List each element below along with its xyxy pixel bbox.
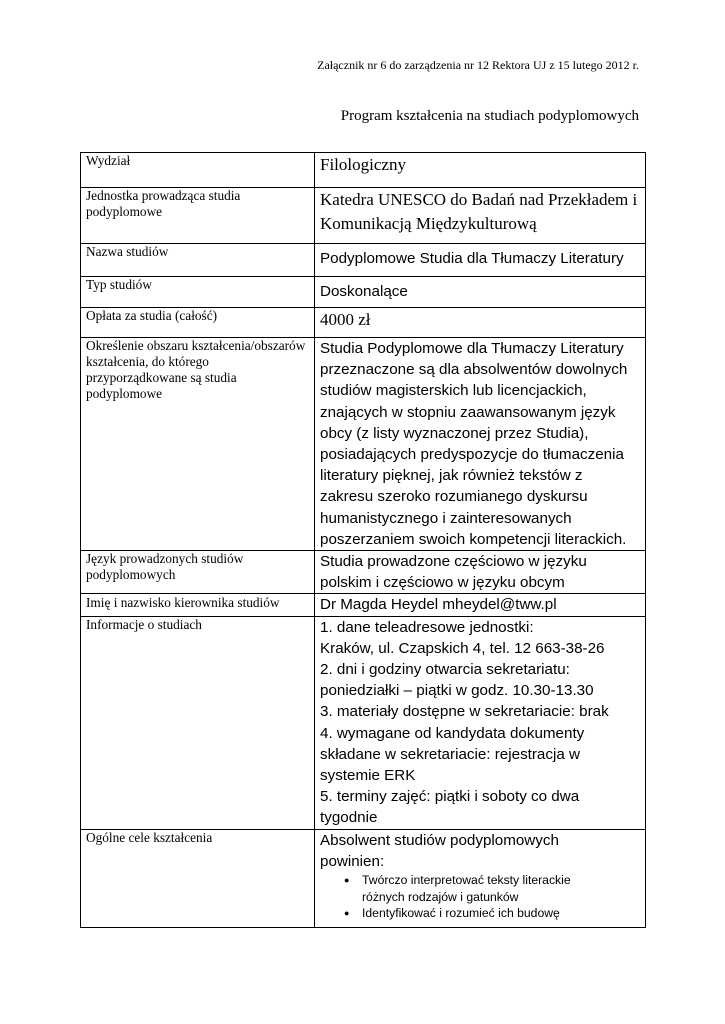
value-typ: Doskonalące [315,277,646,308]
value-line: systemie ERK [320,767,416,785]
value-line: posiadających predyspozycje do tłumaczenia [320,446,624,464]
value-line: Studia prowadzone częściowo w języku [320,553,587,571]
value-line: Komunikacją Międzykulturową [320,214,537,233]
row-oplata [81,308,646,338]
value-line: przeznaczone są dla absolwentów dowolnych [320,361,628,379]
value-line: Absolwent studiów podyplomowych [320,831,559,849]
value-line: literatury pięknej, jak również tekstów z [320,467,583,485]
value-jezyk [315,551,646,594]
value-line: studiów magisterskich lub licencjackich, [320,382,587,400]
list-item-line: Identyfikować i rozumieć ich budowę [362,906,560,921]
row-cele [81,829,646,927]
value-line: powinien: [320,852,385,870]
value-line: 3. materiały dostępne w sekretariacie: brak [320,703,609,721]
label-jezyk: Język prowadzonych studiów podyplomowych [81,551,315,594]
label-typ: Typ studiów [81,277,315,308]
row-kierownik [81,594,646,616]
value-line: Studia Podyplomowe dla Tłumaczy Literatury [320,340,624,357]
label-oplata: Opłata za studia (całość) [81,308,315,338]
value-line: 1. dane teleadresowe jednostki: [320,618,534,636]
value-line: Kraków, ul. Czapskich 4, tel. 12 663-38-26 [320,639,605,657]
label-jednostka: Jednostka prowadząca studia podyplomowe [81,188,315,244]
label-obszar: Określenie obszaru kształcenia/obszarów kształcenia, do którego przyporządkowane są studia podyplomowe [81,338,315,551]
value-line: 4. wymagane od kandydata dokumenty [320,724,585,742]
value-line: znających w stopniu zaawansowanym język [320,403,616,421]
label-wydzial: Wydział [81,153,315,188]
list-item [344,905,642,922]
value-line: obcy (z listy wyznaczonej przez Studia), [320,424,589,442]
list-item-line: różnych rodzajów i gatunków [362,889,519,904]
label-informacje: Informacje o studiach [81,616,315,829]
value-cele [315,829,646,927]
row-typ [81,277,646,308]
row-jezyk [81,551,646,594]
value-kierownik: Dr Magda Heydel mheydel@tww.pl [315,594,646,616]
bullet-icon: ● [344,908,350,919]
label-nazwa: Nazwa studiów [81,244,315,277]
value-wydzial: Filologiczny [315,153,646,188]
attachment-note: Załącznik nr 6 do zarządzenia nr 12 Rektora UJ z 15 lutego 2012 r. [317,58,639,72]
row-jednostka [81,188,646,244]
value-obszar [315,338,646,551]
row-wydzial [81,153,646,188]
label-cele: Ogólne cele kształcenia [81,829,315,927]
goals-list [320,872,642,922]
row-obszar [81,338,646,551]
value-line: 5. terminy zajęć: piątki i soboty co dwa [320,788,580,806]
list-item [344,872,642,905]
row-nazwa [81,244,646,277]
bullet-icon: ● [344,875,350,886]
value-line: 2. dni i godziny otwarcia sekretariatu: [320,661,570,679]
value-line: poszerzaniem swoich kompetencji literackich. [320,530,627,548]
value-line: humanistycznego i zainteresowanych [320,509,572,527]
row-informacje [81,616,646,829]
program-table [80,152,646,928]
program-title: Program kształcenia na studiach podyplomowych [340,108,639,124]
label-kierownik: Imię i nazwisko kierownika studiów [81,594,315,616]
value-line: polskim i częściowo w języku obcym [320,574,565,592]
value-line: zakresu szeroko rozumianego dyskursu [320,488,588,506]
value-line: składane w sekretariacie: rejestracja w [320,745,580,763]
value-line: Katedra UNESCO do Badań nad Przekładem i [320,190,638,209]
value-informacje [315,616,646,829]
value-nazwa: Podyplomowe Studia dla Tłumaczy Literatury [315,244,646,277]
value-oplata: 4000 zł [315,308,646,338]
list-item-line: Twórczo interpretować teksty literackie [362,873,571,888]
value-jednostka [315,188,646,244]
value-line: tygodnie [320,809,378,827]
value-line: poniedziałki – piątki w godz. 10.30-13.30 [320,682,594,700]
